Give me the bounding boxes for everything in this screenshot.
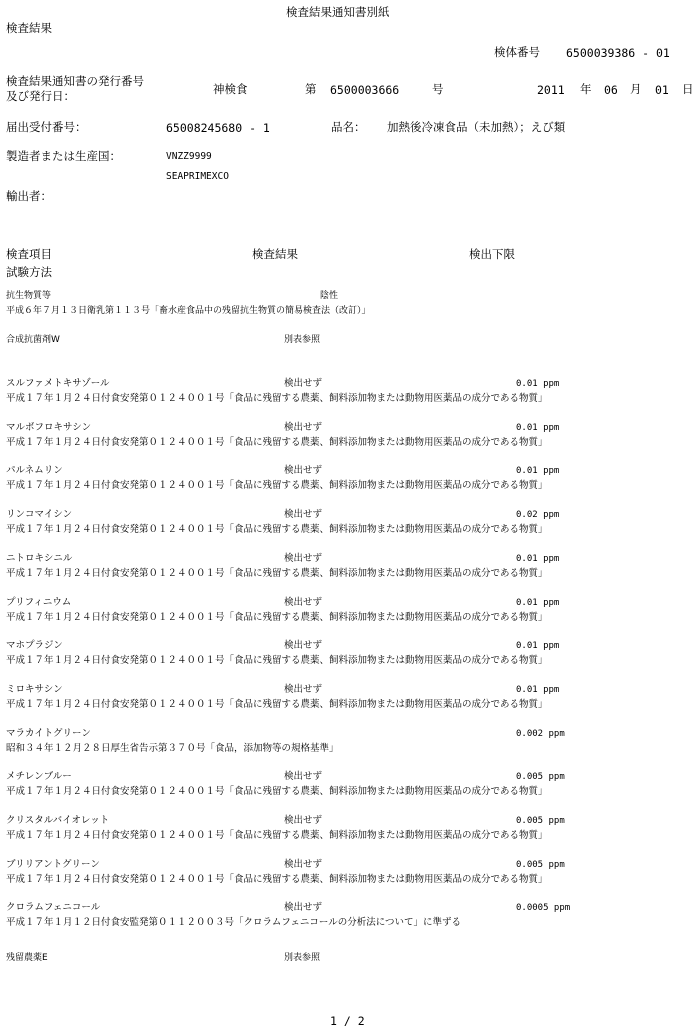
test-item-method: 平成１７年１月２４日付食安発第０１２４００１号「食品に残留する農薬、飼料添加物または動物用医薬品の成分である物質」	[6, 830, 548, 841]
issue-dai: 第	[305, 82, 317, 96]
test-item-method: 平成１７年１月２４日付食安発第０１２４００１号「食品に残留する農薬、飼料添加物または動物用医薬品の成分である物質」	[6, 524, 548, 535]
test-item-result: 検出せず	[284, 509, 323, 520]
receipt-number-value: 65008245680 - 1	[166, 121, 270, 135]
test-item-method: 平成１７年１月１２日付食安監発第０１１２００３号「クロラムフェニコールの分析法について」に準ずる	[6, 917, 462, 928]
exporter-label: 輸出者：	[6, 189, 52, 203]
test-item-name: スルファメトキサゾール	[6, 378, 110, 389]
product-name-value: 加熱後冷凍食品（未加熱）；えび類	[387, 120, 566, 134]
group-result: 陰性	[320, 291, 339, 301]
issue-office: 神検食	[213, 82, 248, 96]
test-item-result: 検出せず	[284, 859, 323, 870]
group-method: 平成６年７月１３日衛乳第１１３号「畜水産食品中の残留抗生物質の簡易検査法（改訂）」	[6, 306, 371, 316]
test-item-result: 検出せず	[284, 684, 323, 695]
issue-year-unit: 年	[580, 82, 592, 96]
test-item-limit: 0.002 ppm	[516, 729, 565, 739]
issue-year: 2011	[537, 83, 565, 97]
issue-number-value: 6500003666	[330, 83, 400, 97]
issue-day: 01	[655, 83, 669, 97]
test-item-limit: 0.01 ppm	[516, 685, 560, 695]
test-item-result: 検出せず	[284, 815, 323, 826]
test-item-limit: 0.01 ppm	[516, 379, 560, 389]
column-header-result: 検査結果	[252, 247, 298, 261]
issue-month: 06	[604, 83, 618, 97]
group-result: 別表参照	[284, 335, 321, 345]
sample-number-value: 6500039386 - 01	[566, 46, 670, 60]
test-item-name: ミロキサシン	[6, 684, 63, 695]
test-item-name: ニトロキシニル	[6, 553, 73, 564]
test-item-name: クロラムフェニコール	[6, 902, 101, 913]
manufacturer-name: SEAPRIMEXCO	[166, 171, 229, 182]
manufacturer-label: 製造者または生産国：	[6, 149, 121, 163]
test-item-limit: 0.02 ppm	[516, 510, 560, 520]
test-item-result: 検出せず	[284, 640, 323, 651]
test-item-name: プリフィニウム	[6, 597, 72, 608]
column-header-method: 試験方法	[6, 265, 52, 279]
test-item-method: 平成１７年１月２４日付食安発第０１２４００１号「食品に残留する農薬、飼料添加物または動物用医薬品の成分である物質」	[6, 874, 548, 885]
test-item-method: 平成１７年１月２４日付食安発第０１２４００１号「食品に残留する農薬、飼料添加物または動物用医薬品の成分である物質」	[6, 437, 548, 448]
test-item-result: 検出せず	[284, 422, 323, 433]
issue-go: 号	[432, 82, 444, 96]
test-item-name: ブリリアントグリーン	[6, 859, 100, 870]
test-item-method: 平成１７年１月２４日付食安発第０１２４００１号「食品に残留する農薬、飼料添加物または動物用医薬品の成分である物質」	[6, 612, 548, 623]
test-item-result: 検出せず	[284, 597, 323, 608]
manufacturer-code: VNZZ9999	[166, 151, 212, 162]
test-item-name: メチレンブルー	[6, 771, 72, 782]
test-item-result: 検出せず	[284, 771, 323, 782]
test-item-limit: 0.01 ppm	[516, 423, 560, 433]
product-name-label: 品名：	[331, 120, 366, 134]
test-item-result: 検出せず	[284, 465, 323, 476]
test-item-name: クリスタルバイオレット	[6, 815, 110, 826]
test-item-limit: 0.01 ppm	[516, 641, 560, 651]
test-item-method: 平成１７年１月２４日付食安発第０１２４００１号「食品に残留する農薬、飼料添加物または動物用医薬品の成分である物質」	[6, 568, 548, 579]
trailer-result: 別表参照	[284, 953, 321, 963]
test-item-limit: 0.005 ppm	[516, 816, 565, 826]
issue-number-label: 検査結果通知書の発行番号	[6, 74, 144, 88]
test-item-limit: 0.0005 ppm	[516, 903, 571, 913]
section-title: 検査結果	[6, 21, 52, 35]
test-item-name: マルボフロキサシン	[6, 422, 92, 433]
test-item-method: 平成１７年１月２４日付食安発第０１２４００１号「食品に残留する農薬、飼料添加物または動物用医薬品の成分である物質」	[6, 480, 548, 491]
column-header-limit: 検出下限	[469, 247, 515, 261]
test-item-limit: 0.01 ppm	[516, 466, 560, 476]
trailer-name: 残留農薬E	[6, 953, 48, 963]
test-item-method: 昭和３４年１２月２８日厚生省告示第３７０号「食品，添加物等の規格基準」	[6, 743, 339, 754]
test-item-result: 検出せず	[284, 378, 323, 389]
test-item-method: 平成１７年１月２４日付食安発第０１２４００１号「食品に残留する農薬、飼料添加物または動物用医薬品の成分である物質」	[6, 699, 548, 710]
test-item-name: リンコマイシン	[6, 509, 73, 520]
test-item-limit: 0.005 ppm	[516, 772, 565, 782]
sample-number-label: 検体番号	[494, 45, 540, 59]
test-item-name: マホプラジン	[6, 640, 63, 651]
document-header-title: 検査結果通知書別紙	[286, 5, 390, 19]
receipt-number-label: 届出受付番号：	[6, 120, 87, 134]
test-item-limit: 0.01 ppm	[516, 554, 560, 564]
test-item-method: 平成１７年１月２４日付食安発第０１２４００１号「食品に残留する農薬、飼料添加物または動物用医薬品の成分である物質」	[6, 786, 548, 797]
issue-month-unit: 月	[630, 82, 642, 96]
column-header-item: 検査項目	[6, 247, 52, 261]
issue-date-label: 及び発行日：	[6, 89, 75, 103]
page-number: 1 / 2	[330, 1014, 365, 1028]
issue-day-unit: 日	[682, 82, 694, 96]
test-item-method: 平成１７年１月２４日付食安発第０１２４００１号「食品に残留する農薬、飼料添加物または動物用医薬品の成分である物質」	[6, 655, 548, 666]
group-name: 合成抗菌剤W	[6, 335, 60, 345]
test-item-limit: 0.01 ppm	[516, 598, 560, 608]
test-item-name: パルネムリン	[6, 465, 63, 476]
test-item-method: 平成１７年１月２４日付食安発第０１２４００１号「食品に残留する農薬、飼料添加物または動物用医薬品の成分である物質」	[6, 393, 548, 404]
test-item-name: マラカイトグリーン	[6, 728, 91, 739]
test-item-limit: 0.005 ppm	[516, 860, 565, 870]
group-name: 抗生物質等	[6, 291, 52, 301]
test-item-result: 検出せず	[284, 553, 323, 564]
test-item-result: 検出せず	[284, 902, 323, 913]
